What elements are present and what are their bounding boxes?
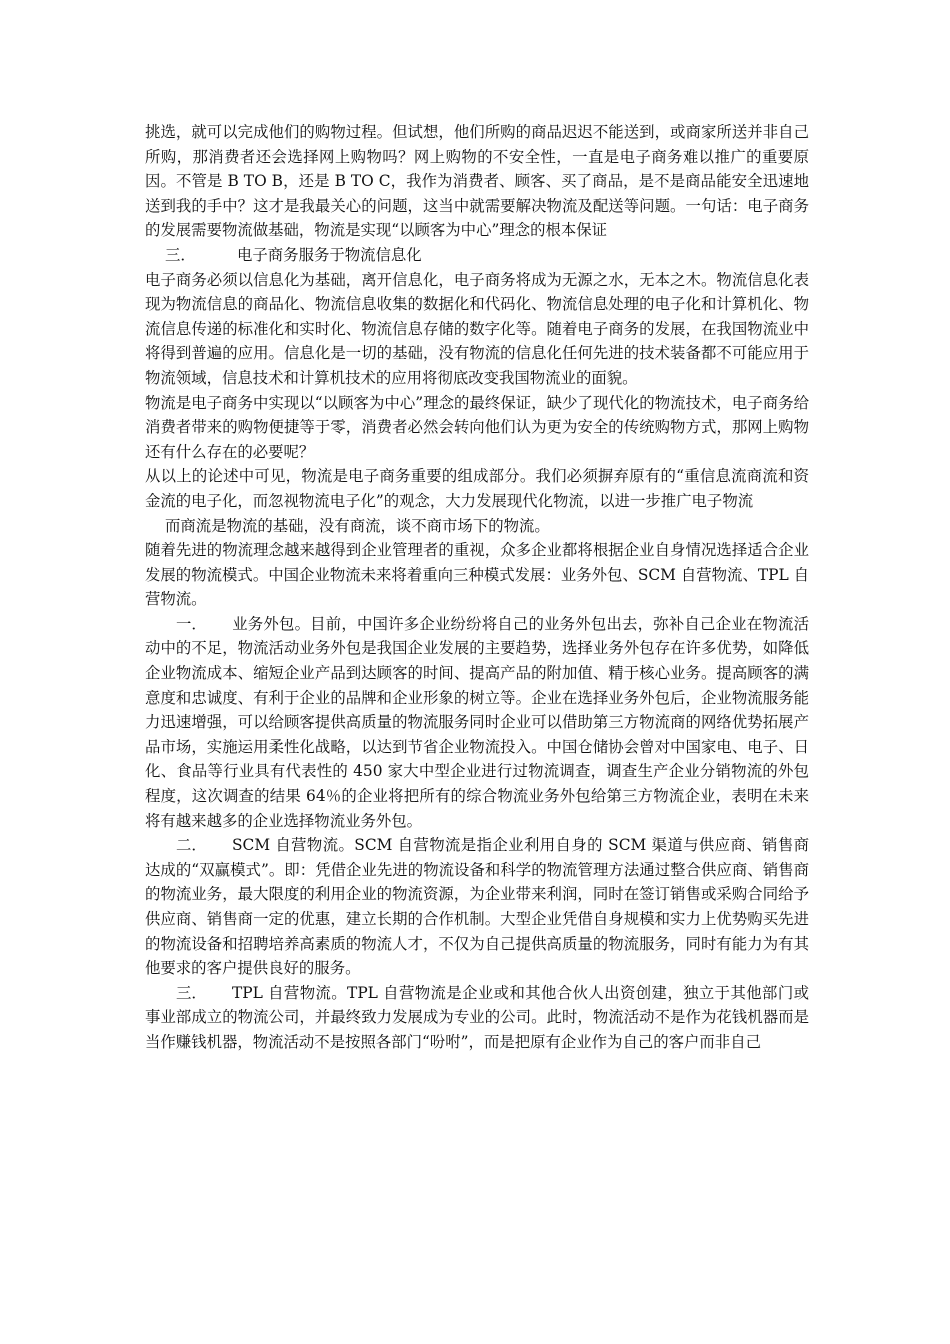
item-text: SCM 自营物流。SCM 自营物流是指企业利用自身的 SCM 渠道与供应商、销售商达成的“双赢模式”。即：凭借企业先进的物流设备和科学的物流管理方法通过整合供应商、销售商的物流业务，最大限度的利用企业的物流资源，为企业带来利润，同时在签订销售或采购合同给予供应商、销售商一定的优惠，建立长期的合作机制。大型企业凭借自身规模和实力上优势购买先进的物流设备和招聘培养高素质的物流人才，不仅为自己提供高质量的物流服务，同时有能力为有其他要求的客户提供良好的服务。: [145, 836, 809, 978]
paragraph-online-shopping-security: 挑选，就可以完成他们的购物过程。但试想，他们所购的商品迟迟不能送到，或商家所送并非自己所购，那消费者还会选择网上购物吗？网上购物的不安全性，一直是电子商务难以推广的重要原因。不管是 B TO B，还是 B TO C，我作为消费者、顾客、买了商品，是不是商品能安全迅速地送到我的手中？这才是我最关心的问题，这当中就需要解决物流及配送等问题。一句话：电子商务的发展需要物流做基础，物流是实现“以顾客为中心”理念的根本保证: [145, 123, 809, 240]
paragraph-commerce-flow: 而商流是物流的基础，没有商流，谈不商市场下的物流。: [165, 516, 550, 535]
item-number: 三．: [176, 983, 207, 1002]
paragraph-three-modes: 随着先进的物流理念越来越得到企业管理者的重视，众多企业都将根据企业自身情况选择适合企业发展的物流模式。中国企业物流未来将着重向三种模式发展：业务外包、SCM 自营物流、TPL 自营物流。: [145, 541, 809, 609]
list-item-scm: [145, 833, 809, 981]
section-title: 电子商务服务于物流信息化: [237, 245, 422, 264]
list-item-tpl: [145, 981, 809, 1055]
item-text: TPL 自营物流。TPL 自营物流是企业或和其他合伙人出资创建，独立于其他部门或事业部成立的物流公司，并最终致力发展成为专业的公司。此时，物流活动不是作为花钱机器而是当作赚钱机器，物流活动不是按照各部门“吩咐”，而是把原有企业作为自己的客户而非自己: [145, 983, 809, 1051]
item-number: 二．: [176, 836, 207, 855]
section-heading-3: [145, 243, 809, 268]
list-item-outsourcing: [145, 612, 809, 833]
paragraph-customer-centric: 物流是电子商务中实现以“以顾客为中心”理念的最终保证，缺少了现代化的物流技术，电子商务给消费者带来的购物便捷等于零，消费者必然会转向他们认为更为安全的传统购物方式，那网上购物还有什么存在的必要呢？: [145, 393, 809, 461]
item-text: 业务外包。目前，中国许多企业纷纷将自己的业务外包出去，弥补自己企业在物流活动中的不足，物流活动业务外包是我国企业发展的主要趋势，选择业务外包存在许多优势，如降低企业物流成本、缩短企业产品到达顾客的时间、提高产品的附加值、精于核心业务。提高顾客的满意度和忠诚度、有利于企业的品牌和企业形象的树立等。企业在选择业务外包后，企业物流服务能力迅速增强，可以给顾客提供高质量的物流服务同时企业可以借助第三方物流商的网络优势拓展产品市场，实施运用柔性化战略，以达到节省企业物流投入。中国仓储协会曾对中国家电、电子、日化、食品等行业具有代表性的 450 家大中型企业进行过物流调查，调查生产企业分销物流的外包程度，这次调查的结果 64％的企业将把所有的综合物流业务外包给第三方物流企业，表明在未来将有越来越多的企业选择物流业务外包。: [145, 614, 809, 830]
item-number: 一．: [176, 614, 207, 633]
paragraph-conclusion: 从以上的论述中可见，物流是电子商务重要的组成部分。我们必须摒弃原有的“重信息流商流和资金流的电子化，而忽视物流电子化”的观念，大力发展现代化物流，以进一步推广电子物流: [145, 467, 809, 510]
section-number: 三．: [165, 245, 196, 264]
paragraph-informatization: 电子商务必须以信息化为基础，离开信息化，电子商务将成为无源之水，无本之木。物流信息化表现为物流信息的商品化、物流信息收集的数据化和代码化、物流信息处理的电子化和计算机化、物流信息传递的标准化和实时化、物流信息存储的数字化等。随着电子商务的发展，在我国物流业中将得到普遍的应用。信息化是一切的基础，没有物流的信息化任何先进的技术装备都不可能应用于物流领域，信息技术和计算机技术的应用将彻底改变我国物流业的面貌。: [145, 270, 809, 387]
document-page: [145, 120, 809, 1055]
